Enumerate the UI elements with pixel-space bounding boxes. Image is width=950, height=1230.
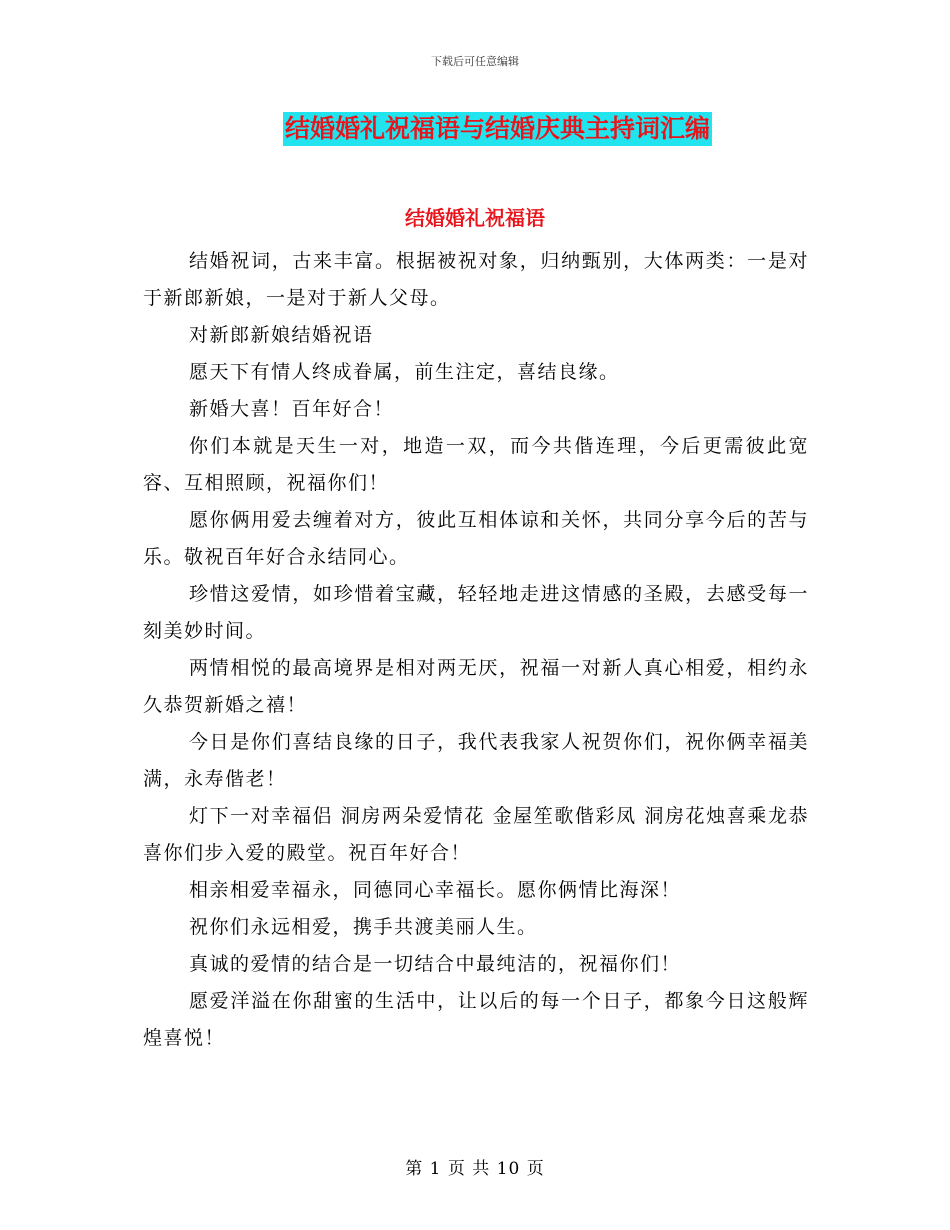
paragraph: 愿天下有情人终成眷属，前生注定，喜结良缘。 [189,361,620,383]
paragraph: 今日是你们喜结良缘的日子，我代表我家人祝贺你们，祝你俩幸福美满，永寿偕老！ [143,731,809,790]
header-note: 下载后可任意编辑 [431,55,519,68]
page-number-footer: 第 1 页 共 10 页 [405,1159,545,1179]
paragraph: 愿你俩用爱去缠着对方，彼此互相体谅和关怀，共同分享今后的苦与乐。敬祝百年好合永结同心。 [143,509,809,568]
paragraph: 灯下一对幸福侣 洞房两朵爱情花 金屋笙歌偕彩凤 洞房花烛喜乘龙恭喜你们步入爱的殿堂。祝百年好合！ [143,805,809,864]
document-body [143,243,809,1057]
section-title: 结婚婚礼祝福语 [405,206,545,230]
paragraph: 祝你们永远相爱，携手共渡美丽人生。 [189,916,538,938]
paragraph: 新婚大喜！百年好合！ [189,398,395,420]
paragraph: 真诚的爱情的结合是一切结合中最纯洁的，祝福你们！ [189,953,682,975]
paragraph: 相亲相爱幸福永，同德同心幸福长。愿你俩情比海深！ [189,879,682,901]
paragraph: 两情相悦的最高境界是相对两无厌，祝福一对新人真心相爱，相约永久恭贺新婚之禧！ [143,657,809,716]
document-title: 结婚婚礼祝福语与结婚庆典主持词汇编 [283,112,712,146]
paragraph: 珍惜这爱情，如珍惜着宝藏，轻轻地走进这情感的圣殿，去感受每一刻美妙时间。 [143,583,809,642]
document-title-container [0,112,950,146]
paragraph: 你们本就是天生一对，地造一双，而今共偕连理，今后更需彼此宽容、互相照顾，祝福你们！ [143,435,809,494]
paragraph: 愿爱洋溢在你甜蜜的生活中，让以后的每一个日子，都象今日这般辉煌喜悦！ [143,990,809,1049]
paragraph: 对新郎新娘结婚祝语 [189,324,374,346]
paragraph: 结婚祝词，古来丰富。根据被祝对象，归纳甄别，大体两类：一是对于新郎新娘，一是对于新人父母。 [143,250,809,309]
